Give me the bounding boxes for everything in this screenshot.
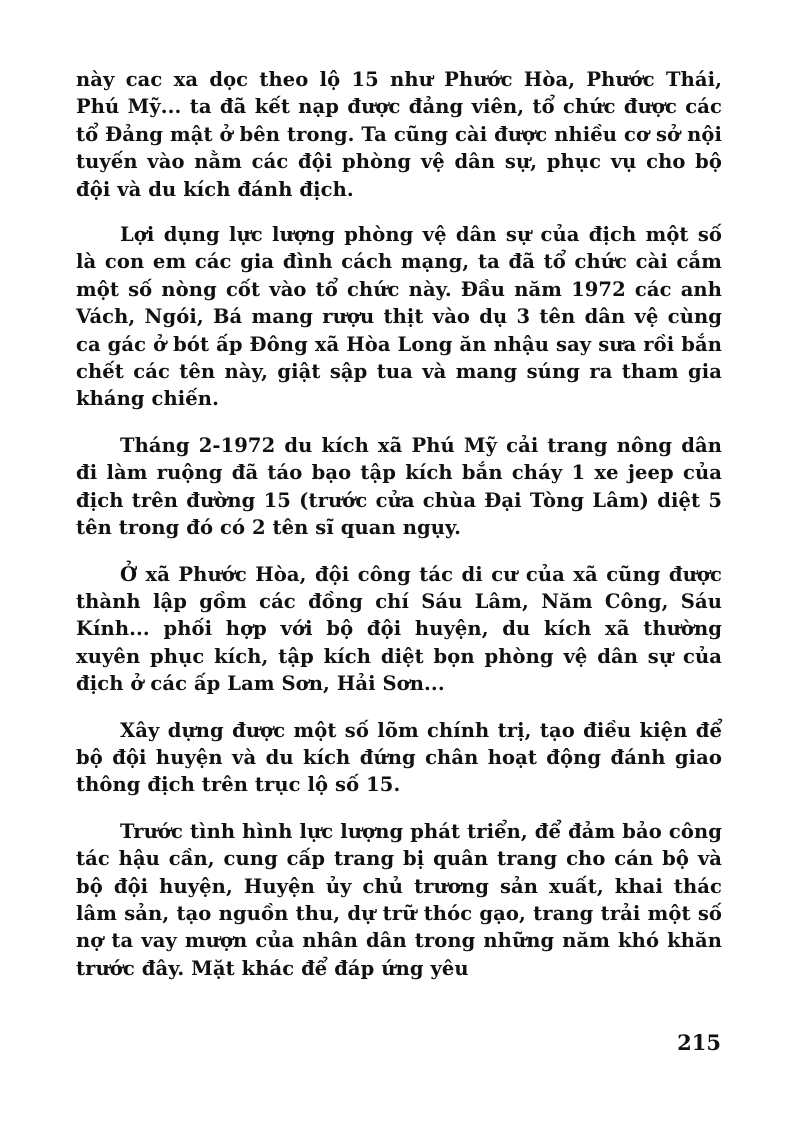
paragraph-3: Tháng 2-1972 du kích xã Phú Mỹ cải trang nông dân đi làm ruộng đã táo bạo tập kích bắn cháy 1 xe jeep của địch trên đường 15 (trước cửa chùa Đại Tòng Lâm) diệt 5 tên trong đó có 2 tên sĩ quan ngụy. xyxy=(76,433,722,540)
body-text xyxy=(76,66,722,982)
paragraph-2: Lợi dụng lực lượng phòng vệ dân sự của địch một số là con em các gia đình cách mạng, ta đã tổ chức cài cắm một số nòng cốt vào tổ chức này. Đầu năm 1972 các anh Vách, Ngói, Bá mang rượu thịt vào dụ 3 tên dân vệ cùng ca gác ở bót ấp Đông xã Hòa Long ăn nhậu say sưa rồi bắn chết các tên này, giật sập tua và mang súng ra tham gia kháng chiến. xyxy=(76,223,722,411)
page-number: 215 xyxy=(677,1030,721,1055)
paragraph-1: này cac xa dọc theo lộ 15 như Phước Hòa, Phước Thái, Phú Mỹ... ta đã kết nạp được đảng viên, tổ chức được các tổ Đảng mật ở bên trong. Ta cũng cài được nhiều cơ sở nội tuyến vào nằm các đội phòng vệ dân sự, phục vụ cho bộ đội và du kích đánh địch. xyxy=(76,68,722,201)
paragraph-5: Xây dựng được một số lõm chính trị, tạo điều kiện để bộ đội huyện và du kích đứng chân hoạt động đánh giao thông địch trên trục lộ số 15. xyxy=(76,718,722,797)
paragraph-4: Ở xã Phước Hòa, đội công tác di cư của xã cũng được thành lập gồm các đồng chí Sáu Lâm, Năm Công, Sáu Kính... phối hợp với bộ đội huyện, du kích xã thường xuyên phục kích, tập kích diệt bọn phòng vệ dân sự của địch ở các ấp Lam Sơn, Hải Sơn... xyxy=(76,562,722,696)
paragraph-6: Trước tình hình lực lượng phát triển, để đảm bảo công tác hậu cần, cung cấp trang bị quân trang cho cán bộ và bộ đội huyện, Huyện ủy chủ trương sản xuất, khai thác lâm sản, tạo nguồn thu, dự trữ thóc gạo, trang trải một số nợ ta vay mượn của nhân dân trong những năm khó khăn trước đây. Mặt khác để đáp ứng yêu xyxy=(76,819,722,980)
